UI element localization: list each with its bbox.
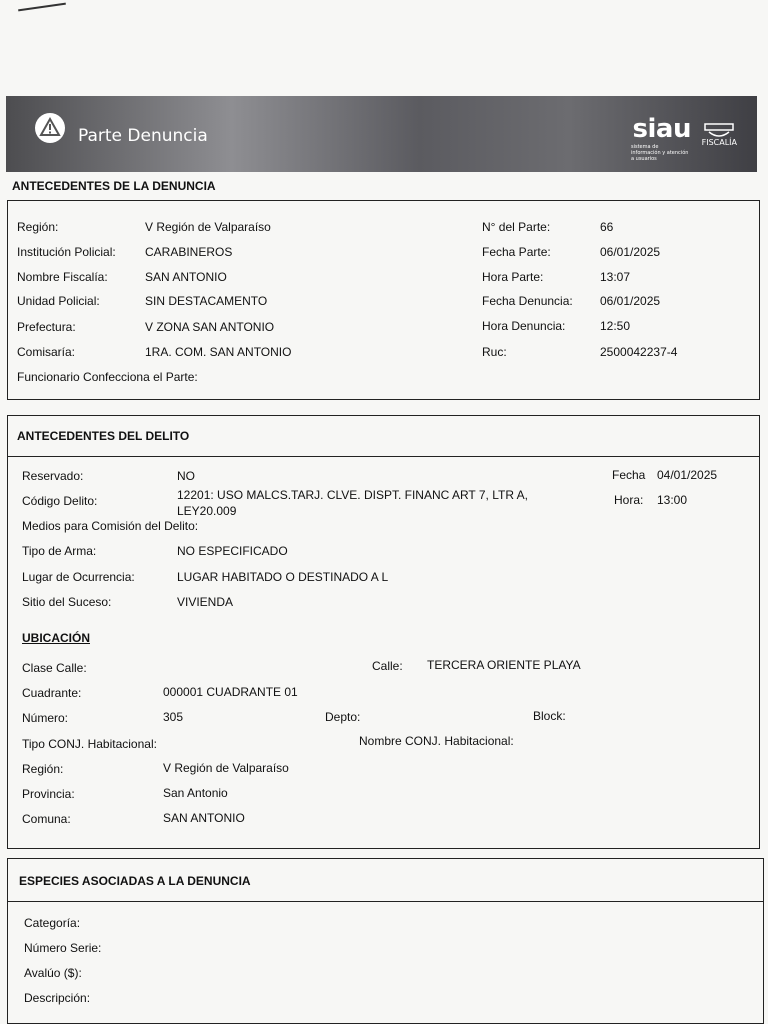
ruc-value: 2500042237-4 <box>600 345 678 359</box>
descripcion-label: Descripción: <box>24 991 91 1005</box>
hora-denuncia-label: Hora Denuncia: <box>482 319 566 333</box>
region-value: V Región de Valparaíso <box>145 220 271 234</box>
numero-value: 305 <box>163 710 184 724</box>
numero-serie-label: Número Serie: <box>24 941 102 955</box>
region-label: Región: <box>17 220 59 234</box>
clase-calle-label: Clase Calle: <box>22 661 87 675</box>
ubic-region-value: V Región de Valparaíso <box>163 761 289 775</box>
calle-value: TERCERA ORIENTE PLAYA <box>427 658 581 672</box>
codigo-label: Código Delito: <box>22 494 98 508</box>
num-parte-value: 66 <box>600 220 614 234</box>
cuadrante-value: 000001 CUADRANTE 01 <box>163 685 298 699</box>
block-label: Block: <box>533 709 566 723</box>
sitio-label: Sitio del Suceso: <box>22 595 112 609</box>
brand-logo: siau <box>632 114 691 144</box>
lugar-value: LUGAR HABITADO O DESTINADO A L <box>177 570 389 584</box>
header-banner <box>6 96 757 172</box>
numero-label: Número: <box>22 711 69 725</box>
arma-label: Tipo de Arma: <box>22 544 97 558</box>
unidad-value: SIN DESTACAMENTO <box>145 294 268 308</box>
fecha-parte-value: 06/01/2025 <box>600 245 661 259</box>
section-title-delito: ANTECEDENTES DEL DELITO <box>17 429 190 443</box>
fiscalia-label: Nombre Fiscalía: <box>17 270 108 284</box>
tipo-conj-label: Tipo CONJ. Habitacional: <box>22 737 157 751</box>
seal-label: FISCALÍA <box>701 138 737 147</box>
num-parte-label: N° del Parte: <box>482 220 551 234</box>
pen-mark <box>18 3 66 12</box>
fecha-denuncia-label: Fecha Denuncia: <box>482 294 573 308</box>
delito-box <box>7 415 760 849</box>
header-title: Parte Denuncia <box>78 126 208 146</box>
categoria-label: Categoría: <box>24 916 81 930</box>
fecha-delito-value: 04/01/2025 <box>657 468 718 482</box>
arma-value: NO ESPECIFICADO <box>177 544 288 558</box>
codigo-value-line2: LEY20.009 <box>177 504 237 518</box>
comisaria-value: 1RA. COM. SAN ANTONIO <box>145 345 292 359</box>
hora-denuncia-value: 12:50 <box>600 319 631 333</box>
hora-parte-value: 13:07 <box>600 270 631 284</box>
reservado-value: NO <box>177 469 195 483</box>
comisaria-label: Comisaría: <box>17 345 76 359</box>
institucion-value: CARABINEROS <box>145 245 233 259</box>
sitio-value: VIVIENDA <box>177 595 234 609</box>
depto-label: Depto: <box>325 710 361 724</box>
cuadrante-label: Cuadrante: <box>22 686 82 700</box>
hora-delito-value: 13:00 <box>657 493 688 507</box>
medios-label: Medios para Comisión del Delito: <box>22 519 199 533</box>
provincia-label: Provincia: <box>22 787 75 801</box>
fecha-parte-label: Fecha Parte: <box>482 245 551 259</box>
comuna-value: SAN ANTONIO <box>163 811 245 825</box>
unidad-label: Unidad Policial: <box>17 294 100 308</box>
hora-delito-label: Hora: <box>614 493 644 507</box>
brand-subtitle: sistema de información y atención a usuarios <box>631 144 689 162</box>
section-title-especies: ESPECIES ASOCIADAS A LA DENUNCIA <box>19 874 251 888</box>
prefectura-label: Prefectura: <box>17 320 76 334</box>
ubicacion-title: UBICACIÓN <box>22 631 90 645</box>
funcionario-label: Funcionario Confecciona el Parte: <box>17 370 198 384</box>
prefectura-value: V ZONA SAN ANTONIO <box>145 320 275 334</box>
institucion-label: Institución Policial: <box>17 245 116 259</box>
calle-label: Calle: <box>372 659 403 673</box>
hora-parte-label: Hora Parte: <box>482 270 544 284</box>
warning-icon <box>34 112 66 144</box>
fecha-delito-label: Fecha <box>612 468 646 482</box>
provincia-value: San Antonio <box>163 786 228 800</box>
codigo-value-line1: 12201: USO MALCS.TARJ. CLVE. DISPT. FINANC ART 7, LTR A, <box>177 488 528 502</box>
fecha-denuncia-value: 06/01/2025 <box>600 294 661 308</box>
ubic-region-label: Región: <box>22 762 64 776</box>
nombre-conj-label: Nombre CONJ. Habitacional: <box>359 734 514 748</box>
ruc-label: Ruc: <box>482 345 507 359</box>
comuna-label: Comuna: <box>22 812 71 826</box>
reservado-label: Reservado: <box>22 469 84 483</box>
section-title-denuncia: ANTECEDENTES DE LA DENUNCIA <box>12 179 216 193</box>
lugar-label: Lugar de Ocurrencia: <box>22 570 135 584</box>
avaluo-label: Avalúo ($): <box>24 966 82 980</box>
fiscalia-value: SAN ANTONIO <box>145 270 227 284</box>
